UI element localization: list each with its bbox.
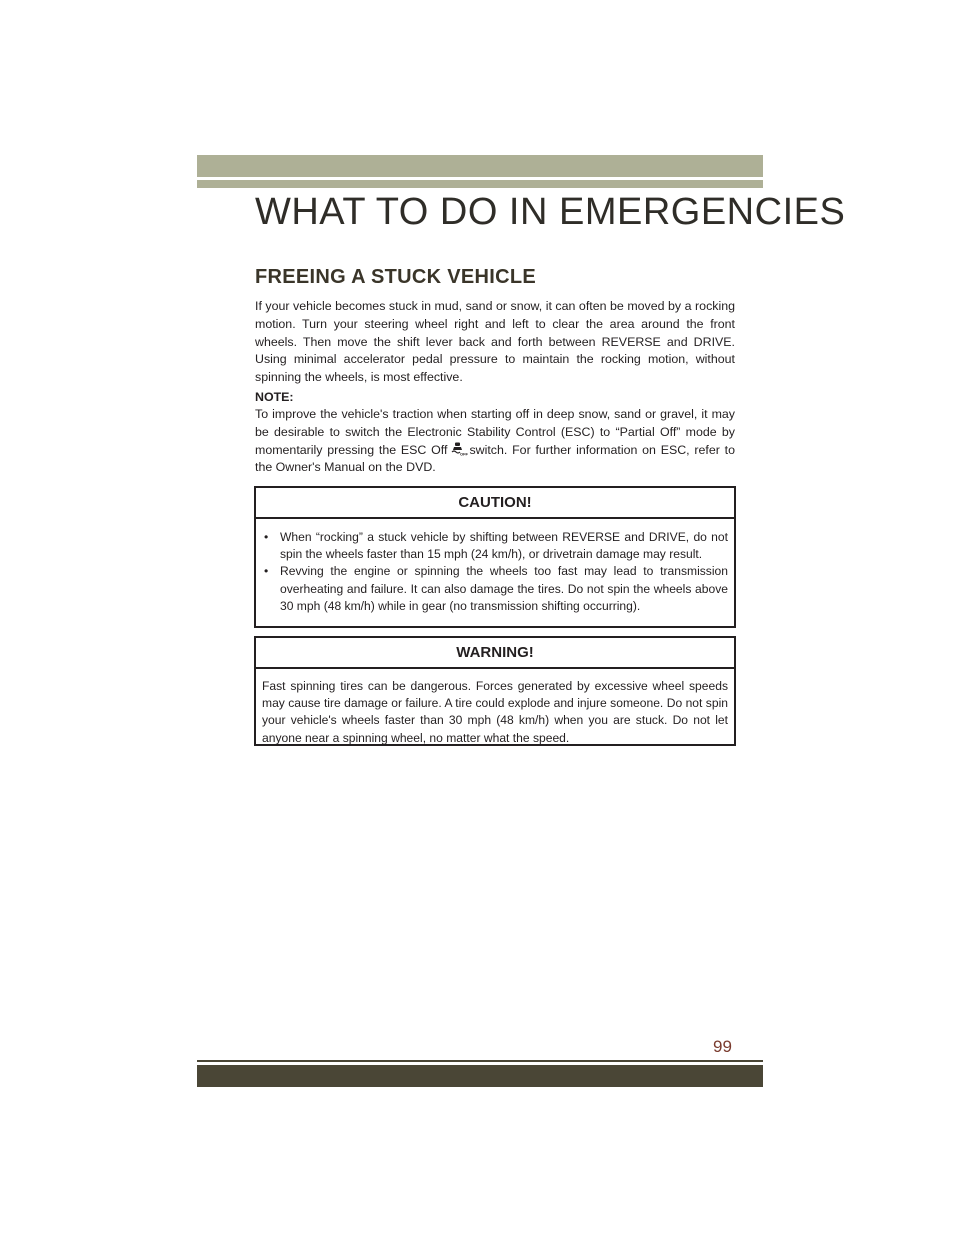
caution-list: [256, 519, 734, 615]
svg-text:OFF: OFF: [460, 451, 469, 457]
note-paragraph: [255, 406, 735, 477]
header-band: [197, 155, 763, 177]
warning-text: Fast spinning tires can be dangerous. Forces generated by excessive wheel speeds may cause tire damage or failure. A tire could explode and injure someone. Do not spin your vehicle's wheels faster than 30 mph (48 km/h) when you are stuck. Do not let anyone near a spinning wheel, no matter what the speed.: [262, 679, 728, 745]
page-number: 99: [713, 1037, 732, 1056]
warning-title: WARNING!: [256, 638, 734, 669]
warning-box: [254, 636, 736, 746]
esc-off-icon: [449, 442, 467, 456]
note-text-end: switch. For further information on ESC, refer to the Owner's Manual on the DVD.: [255, 442, 735, 475]
caution-item: • Revving the engine or spinning the wheels too fast may lead to transmission overheating and failure. It can also damage the tires. Do not spin the wheels above 30 mph (48 km/h) while in gear (no transmission shifting occurring).: [264, 564, 728, 613]
page-heading: FREEING A STUCK VEHICLE: [255, 266, 536, 288]
footer-band: [197, 1065, 763, 1087]
section-title: WHAT TO DO IN EMERGENCIES: [255, 191, 846, 233]
bullet-icon: •: [264, 564, 269, 579]
caution-item: • When “rocking” a stuck vehicle by shifting between REVERSE and DRIVE, do not spin the wheels faster than 15 mph (24 km/h), or drivetrain damage may result.: [264, 530, 728, 562]
caution-title: CAUTION!: [256, 488, 734, 519]
intro-paragraph: If your vehicle becomes stuck in mud, sand or snow, it can often be moved by a rocking motion. Turn your steering wheel right and left to clear the area around the front wheels. Then move the shift lever back and forth between REVERSE and DRIVE. Using minimal accelerator pedal pressure to maintain the rocking motion, without spinning the wheels, is most effective.: [255, 299, 735, 385]
note-text-start: To improve the vehicle's traction when starting off in deep snow, sand or gravel, it may be desirable to switch the Electronic Stability Control (ESC) to “Partial Off” mode by momentarily pressing the ESC Off: [255, 407, 735, 457]
bullet-icon: •: [264, 530, 269, 544]
header-stripe: [197, 180, 763, 188]
caution-box: [254, 486, 736, 628]
note-label: NOTE:: [255, 390, 294, 404]
footer-line: [197, 1060, 763, 1062]
